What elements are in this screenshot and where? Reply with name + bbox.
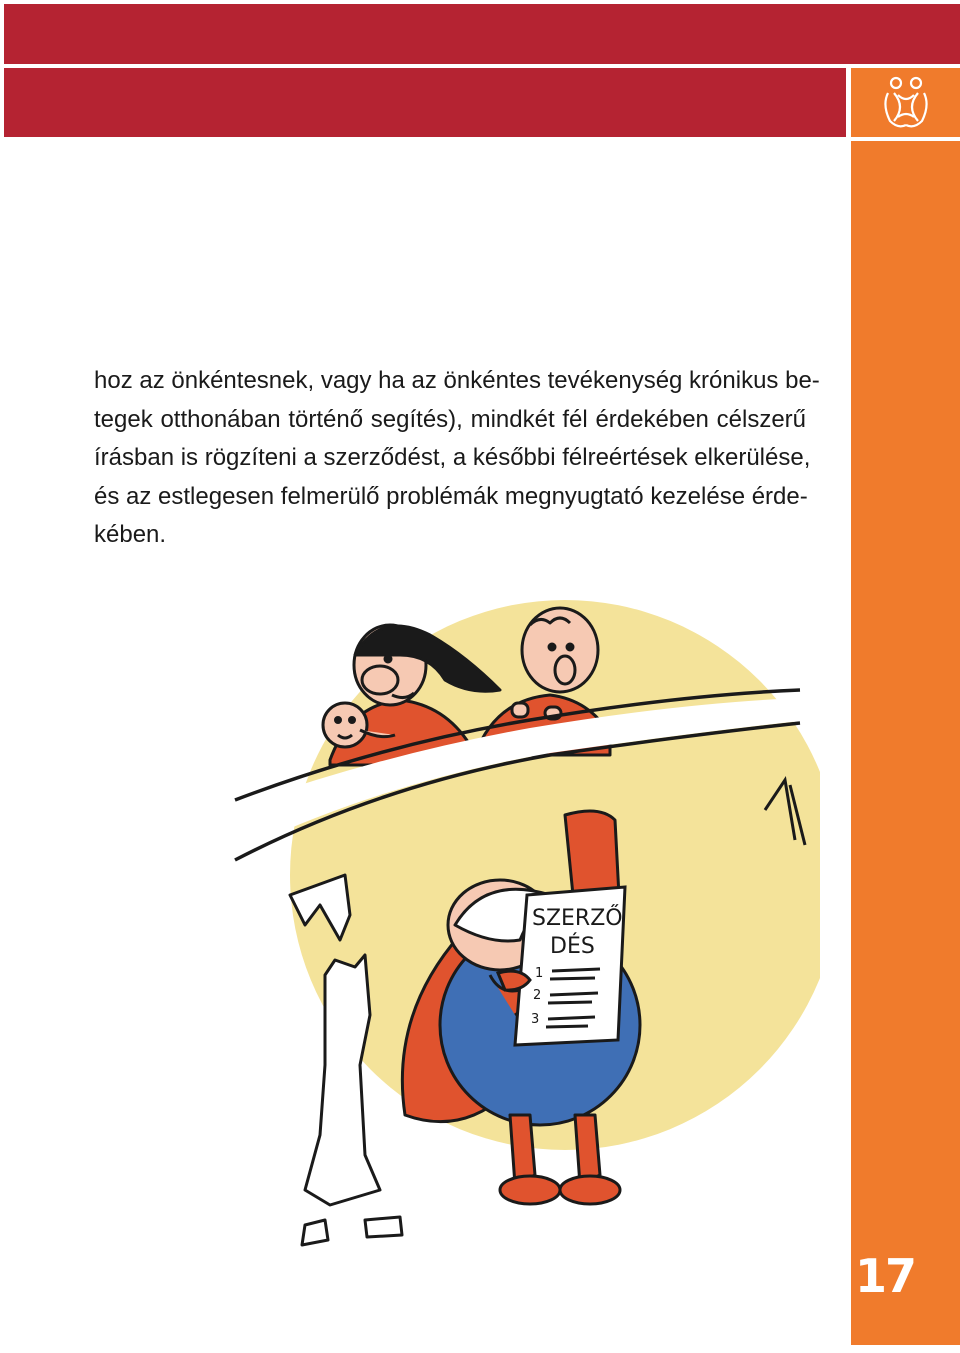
contract-item-2: 2 <box>533 988 542 1003</box>
contract-title-line2: DÉS <box>550 934 595 959</box>
cartoon-illustration <box>230 595 820 1255</box>
people-circle-logo-icon <box>876 73 936 133</box>
text-line-2: tegek otthonában történő segítés), mindkét fél érdekében célszerű <box>94 405 806 433</box>
sidebar-bar <box>851 141 960 1345</box>
text-line-3: írásban is rögzíteni a szerződést, a későbbi félreértések elkerülése, <box>94 444 811 471</box>
logo-box <box>851 68 960 137</box>
text-line-5: kében. <box>94 521 167 548</box>
header-band-second <box>4 68 846 137</box>
body-paragraph <box>94 362 820 555</box>
contract-title-line1: SZERZŐ <box>532 906 623 931</box>
contract-item-3: 3 <box>531 1012 540 1027</box>
text-line-1: hoz az önkéntesnek, vagy ha az önkéntes tevékenység krónikus be- <box>94 367 820 394</box>
text-line-4: és az estlegesen felmerülő problémák megnyugtató kezelése érde- <box>94 482 808 510</box>
page-number: 17 <box>855 1249 916 1303</box>
header-band-top <box>4 4 960 64</box>
contract-item-1: 1 <box>535 966 544 981</box>
